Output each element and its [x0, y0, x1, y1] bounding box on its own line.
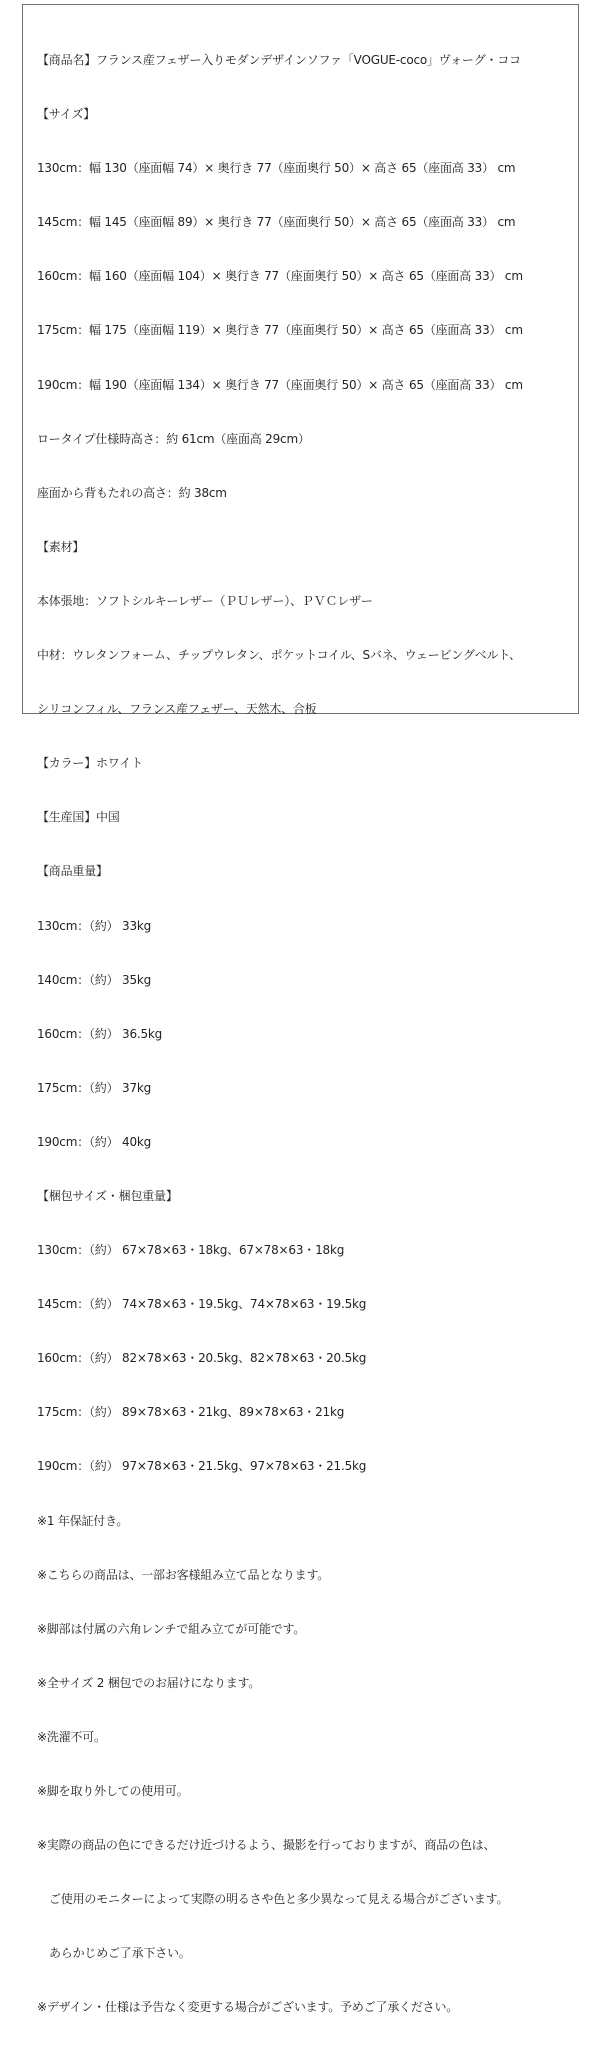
package-heading: 【梱包サイズ・梱包重量】	[37, 1188, 178, 1203]
spec-panel	[22, 4, 579, 2015]
material-line: 中材：ウレタンフォーム、チップウレタン、ポケットコイル、Sバネ、ウェービングベルト、	[37, 648, 521, 663]
package-line: 190cm：（約） 97×78×63・21.5kg、97×78×63・21.5kg	[37, 1459, 367, 1474]
material-heading: 【素材】	[37, 539, 85, 554]
size-line: 190cm：幅 190（座面幅 134）× 奥行き 77（座面奥行 50）× 高さ 65（座面高 33） cm	[37, 377, 523, 392]
weight-heading: 【商品重量】	[37, 864, 108, 879]
weight-line: 160cm：（約） 36.5kg	[37, 1026, 163, 1041]
size-line: 175cm：幅 175（座面幅 119）× 奥行き 77（座面奥行 50）× 高さ 65（座面高 33） cm	[37, 323, 523, 338]
backrest-height-line: 座面から背もたれの高さ：約 38cm	[37, 485, 227, 500]
color-line: 【カラー】ホワイト	[37, 756, 143, 771]
size-line: 130cm：幅 130（座面幅 74）× 奥行き 77（座面奥行 50）× 高さ 65（座面高 33） cm	[37, 161, 516, 176]
note-line: ※洗濯不可。	[37, 1729, 106, 1744]
note-line: あらかじめご了承下さい。	[49, 1946, 191, 1961]
note-line: ご使用のモニターによって実際の明るさや色と多少異なって見える場合がございます。	[49, 1892, 509, 1907]
package-line: 175cm：（約） 89×78×63・21kg、89×78×63・21kg	[37, 1405, 345, 1420]
package-line: 160cm：（約） 82×78×63・20.5kg、82×78×63・20.5kg	[37, 1351, 367, 1366]
note-line: ※デザイン・仕様は予告なく変更する場合がございます。予めご了承ください。	[37, 2000, 459, 2015]
package-line: 130cm：（約） 67×78×63・18kg、67×78×63・18kg	[37, 1243, 345, 1258]
material-line: 本体張地：ソフトシルキーレザー（ＰＵレザー）、ＰＶＣレザー	[37, 593, 373, 608]
origin-line: 【生産国】中国	[37, 810, 120, 825]
note-line: ※こちらの商品は、一部お客様組み立て品となります。	[37, 1567, 330, 1582]
size-line: 145cm：幅 145（座面幅 89）× 奥行き 77（座面奥行 50）× 高さ 65（座面高 33） cm	[37, 215, 516, 230]
weight-line: 190cm：（約） 40kg	[37, 1134, 152, 1149]
size-line: 160cm：幅 160（座面幅 104）× 奥行き 77（座面奥行 50）× 高さ 65（座面高 33） cm	[37, 269, 523, 284]
product-name-line: 【商品名】フランス産フェザー入りモダンデザインソファ「VOGUE-coco」ヴォーグ・ココ	[37, 53, 521, 67]
weight-line: 140cm：（約） 35kg	[37, 972, 152, 987]
note-line: ※脚を取り外しての使用可。	[37, 1784, 189, 1798]
low-type-height-line: ロータイプ仕様時高さ：約 61cm（座面高 29cm）	[37, 431, 310, 446]
package-line: 145cm：（約） 74×78×63・19.5kg、74×78×63・19.5kg	[37, 1297, 367, 1312]
size-heading: 【サイズ】	[37, 107, 96, 122]
note-line: ※1 年保証付き。	[37, 1513, 129, 1528]
weight-line: 130cm：（約） 33kg	[37, 918, 152, 933]
material-line: シリコンフィル、フランス産フェザー、天然木、合板	[37, 702, 317, 717]
note-line: ※全サイズ 2 梱包でのお届けになります。	[37, 1675, 261, 1690]
weight-line: 175cm：（約） 37kg	[37, 1080, 152, 1095]
note-line: ※脚部は付属の六角レンチで組み立てが可能です。	[37, 1621, 306, 1636]
spec-text	[37, 15, 570, 2052]
note-line: ※実際の商品の色にできるだけ近づけるよう、撮影を行っておりますが、商品の色は、	[37, 1838, 496, 1853]
